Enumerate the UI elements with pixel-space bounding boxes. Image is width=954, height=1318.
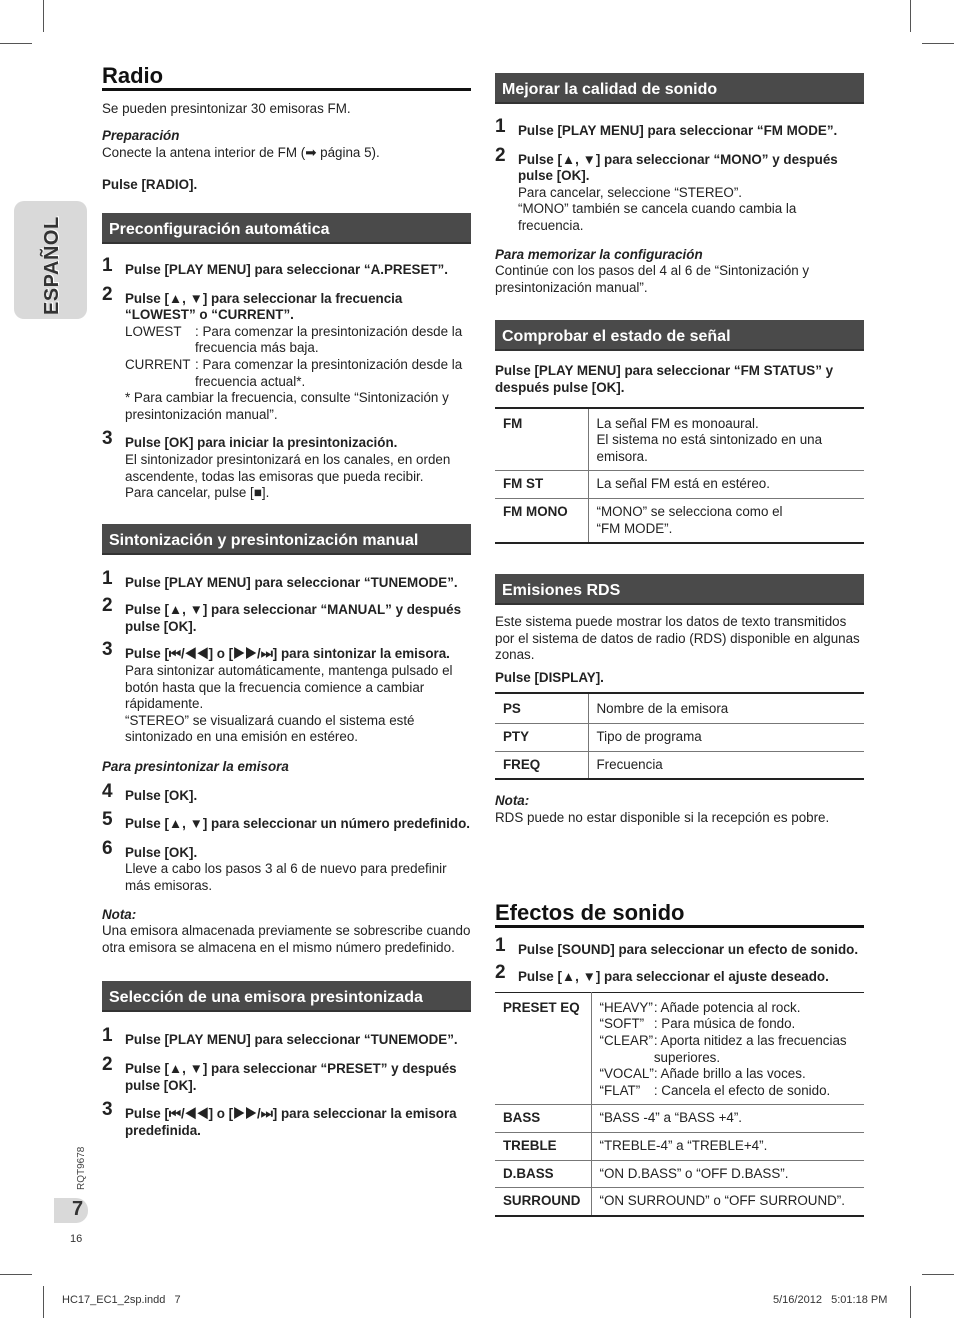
crop-mark: [922, 1274, 954, 1275]
crop-mark: [0, 43, 32, 44]
section-heading-rds: Emisiones RDS: [495, 574, 864, 605]
effects-section: [495, 900, 864, 1217]
table-row: SURROUND “ON SURROUND” o “OFF SURROUND”.: [495, 1188, 864, 1216]
table-row: TREBLE “TREBLE-4” a “TREBLE+4”.: [495, 1132, 864, 1160]
current-def: CURRENT : Para comenzar la presintonización desde la frecuencia actual*.: [125, 356, 463, 389]
rds-press: Pulse [DISPLAY].: [495, 669, 604, 685]
table-row: FM ST La señal FM está en estéreo.: [495, 471, 864, 499]
table-row: PS Nombre de la emisora: [495, 693, 864, 723]
effects-table: [495, 992, 864, 1217]
auto-step-2: 2 Pulse [▲, ▼] para seleccionar la frecuencia “LOWEST” o “CURRENT”. LOWEST : Para comenzar la presintonización desde la frecuencia más baja. CURRENT : Para comenzar la presintonización desde la frecuencia actual*. * Para cambiar la frecuencia, consulte “Sintonización y presintonización manual”.: [102, 291, 471, 424]
crop-mark: [0, 1274, 32, 1275]
auto-step-3: 3 Pulse [OK] para iniciar la presintonización. El sintonizador presintonizará en los canales, en orden ascendente, todas las emisoras que pueda recibir. Para cancelar, pulse [■].: [102, 428, 451, 501]
section-heading-manual: Sintonización y presintonización manual: [102, 524, 471, 555]
effects-step-1: 1 Pulse [SOUND] para seleccionar un efecto de sonido.: [495, 934, 859, 957]
radio-intro: Se pueden presintonizar 30 emisoras FM.: [102, 100, 351, 116]
table-row: PRESET EQ “HEAVY” : Añade potencia al rock. “SOFT” : Para música de fondo. “CLEAR” : Aporta nitidez a las frecuencias superiores. “VOCAL” : Añade brillo a las voces. “FLAT” : Cancela el efecto de sonido.: [495, 992, 864, 1105]
preset-eq-list: “HEAVY” : Añade potencia al rock. “SOFT” : Para música de fondo. “CLEAR” : Aporta nitidez a las frecuencias superiores. “VOCAL” : Añade brillo a las voces. “FLAT” : Cancela el efecto de sonido.: [599, 999, 847, 1098]
auto-step-1: 1 Pulse [PLAY MENU] para seleccionar “A.PRESET”.: [102, 254, 448, 277]
manual-step-3: 3 Pulse [⏮/◀◀] o [▶▶/⏭] para sintonizar la emisora. Para sintonizar automáticamente, mantenga pulsado el botón hasta que la frecuencia comience a cambiar rápidamente. “STEREO” se visualizará cuando el sistema esté sintonizado en una emisión en estéreo.: [102, 639, 453, 745]
memorize-text: Continúe con los pasos del 4 al 6 de “Sintonización y presintonización manual”.: [495, 263, 810, 295]
crop-mark: [910, 0, 911, 32]
section-heading-auto: Preconfiguración automática: [102, 213, 471, 244]
table-row: PTY Tipo de programa: [495, 724, 864, 752]
signal-table: [495, 407, 864, 545]
section-heading-quality: Mejorar la calidad de sonido: [495, 73, 864, 104]
page-number-small: 16: [70, 1233, 83, 1245]
manual-step-5: 5 Pulse [▲, ▼] para seleccionar un número predefinido.: [102, 809, 470, 832]
file-name: HC17_EC1_2sp.indd 7: [62, 1294, 181, 1306]
language-tab: [14, 201, 87, 319]
left-column: [102, 63, 471, 1139]
rds-intro: Este sistema puede mostrar los datos de texto transmitidos por el sistema de datos de radio (RDS) disponible en algunas zonas.: [495, 614, 860, 663]
manual-step-2: 2 Pulse [▲, ▼] para seleccionar “MANUAL” y después pulse [OK].: [102, 595, 462, 634]
document-code-wrap: [76, 1140, 90, 1190]
table-row: FM MONO “MONO” se selecciona como el “FM MODE”.: [495, 498, 864, 543]
manual-note-label: Nota:: [102, 906, 137, 922]
prep-text: Conecte la antena interior de FM (➡ página 5).: [102, 144, 380, 160]
rds-table: [495, 692, 864, 780]
effects-title: Efectos de sonido: [495, 905, 864, 928]
print-date: 5/16/2012 5:01:18 PM: [773, 1294, 888, 1306]
page-number: 7: [72, 1198, 84, 1220]
crop-mark: [910, 1286, 911, 1318]
right-column: [495, 73, 864, 826]
quality-step-2: 2 Pulse [▲, ▼] para seleccionar “MONO” y después pulse [OK]. Para cancelar, seleccione “STEREO”. “MONO” también se cancela cuando cambia la frecuencia.: [495, 144, 838, 233]
table-row: D.BASS “ON D.BASS” o “OFF D.BASS”.: [495, 1160, 864, 1188]
manual-step-6: 6 Pulse [OK]. Lleve a cabo los pasos 3 al 6 de nuevo para predefinir más emisoras.: [102, 837, 447, 893]
quality-step-1: 1 Pulse [PLAY MENU] para seleccionar “FM MODE”.: [495, 116, 838, 138]
manual-step-1: 1 Pulse [PLAY MENU] para seleccionar “TUNEMODE”.: [102, 567, 458, 590]
rds-note-label: Nota:: [495, 793, 530, 809]
section-heading-signal: Comprobar el estado de señal: [495, 320, 864, 351]
document-code: RQT9678: [76, 1146, 87, 1190]
page-number-tab: [54, 1198, 88, 1223]
lowest-def: LOWEST : Para comenzar la presintonización desde la frecuencia más baja.: [125, 323, 463, 356]
auto-footnote: * Para cambiar la frecuencia, consulte “Sintonización y presintonización manual”.: [125, 390, 449, 422]
manual-note-text: Una emisora almacenada previamente se sobrescribe cuando otra emisora se almacena en el mismo número predefinido.: [102, 923, 471, 955]
select-step-1: 1 Pulse [PLAY MENU] para seleccionar “TUNEMODE”.: [102, 1025, 458, 1048]
prep-label: Preparación: [102, 128, 180, 144]
crop-mark: [922, 43, 954, 44]
effects-step-2: 2 Pulse [▲, ▼] para seleccionar el ajuste deseado.: [495, 962, 829, 985]
crop-mark: [43, 0, 44, 32]
table-row: FREQ Frecuencia: [495, 751, 864, 779]
language-tab-label: ESPAÑOL: [41, 216, 63, 315]
preset-label: Para presintonizar la emisora: [102, 759, 289, 775]
memorize-label: Para memorizar la configuración: [495, 246, 703, 262]
table-row: BASS “BASS -4” a “BASS +4”.: [495, 1105, 864, 1133]
press-radio: Pulse [RADIO].: [102, 177, 198, 193]
crop-mark: [43, 1286, 44, 1318]
radio-title: Radio: [102, 68, 471, 91]
section-heading-select: Selección de una emisora presintonizada: [102, 981, 471, 1012]
select-step-2: 2 Pulse [▲, ▼] para seleccionar “PRESET” y después pulse [OK].: [102, 1053, 457, 1093]
signal-instruction: Pulse [PLAY MENU] para seleccionar “FM STATUS” y después pulse [OK].: [495, 363, 834, 395]
select-step-3: 3 Pulse [⏮/◀◀] o [▶▶/⏭] para seleccionar la emisora predefinida.: [102, 1099, 457, 1138]
table-row: FM La señal FM es monoaural. El sistema no está sintonizado en una emisora.: [495, 408, 864, 471]
rds-note-text: RDS puede no estar disponible si la recepción es pobre.: [495, 809, 830, 825]
manual-step-4: 4 Pulse [OK].: [102, 780, 198, 803]
